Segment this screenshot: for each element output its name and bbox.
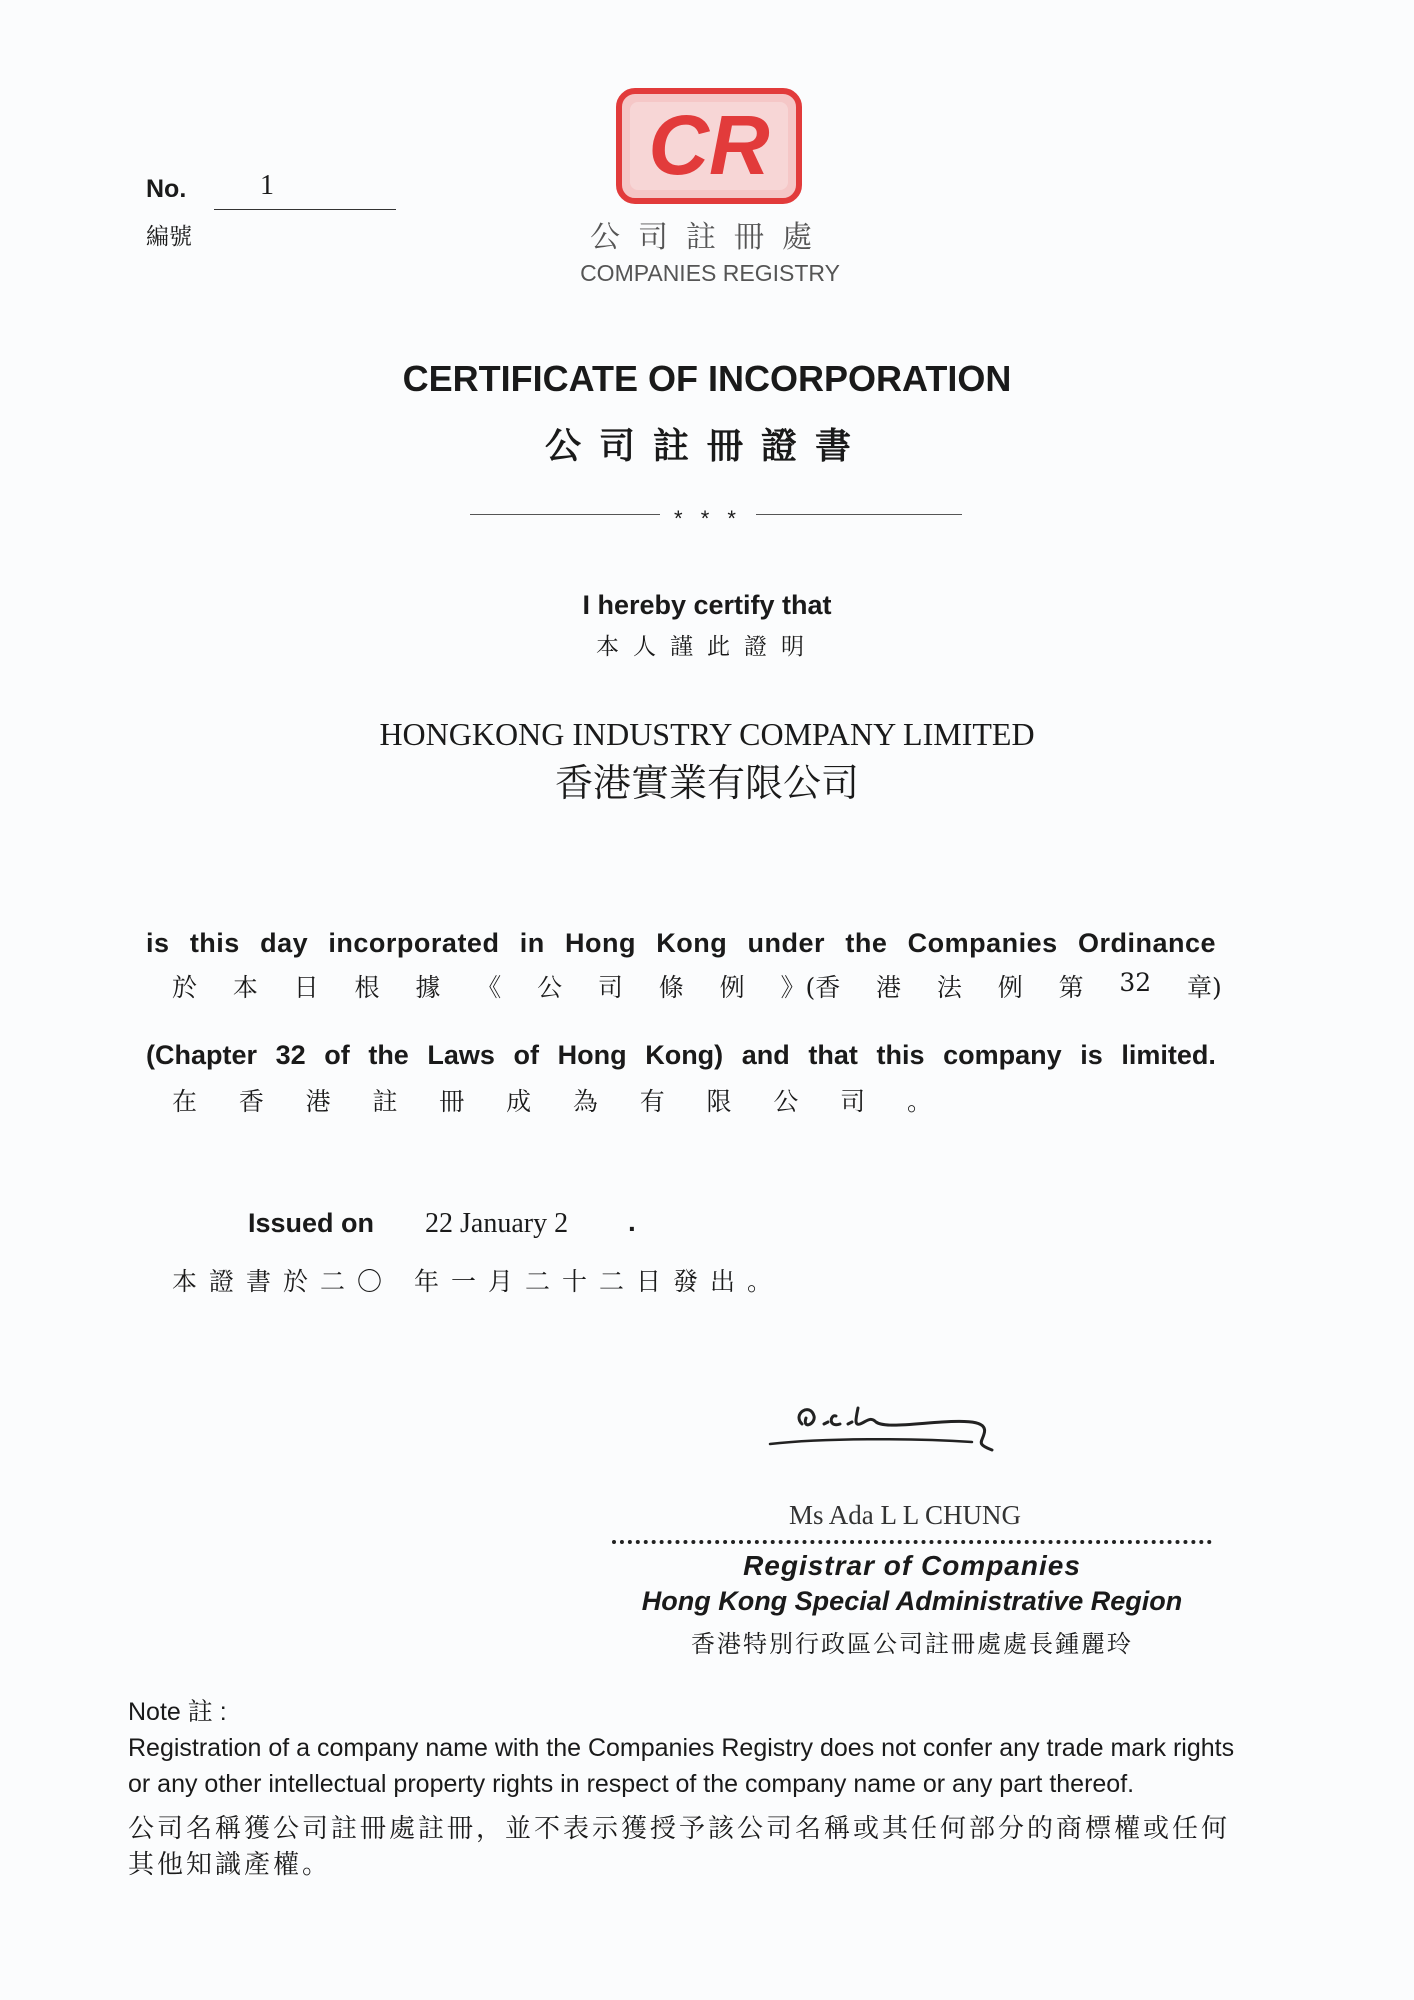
- word: and: [741, 1040, 790, 1070]
- incorporation-line-2-zh: [172, 1082, 932, 1118]
- char: 據: [415, 973, 441, 1002]
- registrar-name: Ms Ada L L CHUNG: [789, 1500, 1021, 1530]
- registrar-title-zh: 香港特別行政區公司註冊處處長鍾麗玲: [691, 1630, 1133, 1658]
- char: 限: [706, 1087, 732, 1116]
- word: limited.: [1121, 1040, 1216, 1070]
- char: 公: [773, 1087, 799, 1116]
- char: 香: [238, 1087, 264, 1116]
- companies-registry-logo: [616, 88, 802, 204]
- word: Laws: [427, 1040, 495, 1070]
- char: 港: [876, 973, 902, 1002]
- word: the: [368, 1040, 409, 1070]
- number-label: No.: [146, 175, 187, 203]
- char: 章): [1187, 973, 1222, 1002]
- incorporation-line-1: [146, 928, 1216, 959]
- char: 日: [293, 973, 319, 1002]
- char: 司: [840, 1087, 866, 1116]
- word: Hong: [557, 1040, 627, 1070]
- issued-on-label: Issued on: [248, 1208, 375, 1238]
- char: 《: [476, 973, 502, 1002]
- certify-statement-zh: 本人謹此證明: [596, 634, 818, 660]
- char: 例: [719, 973, 745, 1002]
- incorporation-line-2: [146, 1040, 1216, 1071]
- char: 冊: [439, 1087, 465, 1116]
- word: company: [943, 1040, 1062, 1070]
- word: Hong: [565, 928, 636, 958]
- char: 有: [639, 1087, 665, 1116]
- word: in: [519, 928, 545, 958]
- note-text-line-2: or any other intellectual property rights in respect of the company name or any part thereof.: [128, 1770, 1135, 1798]
- certificate-title-zh: 公司註冊證書: [544, 425, 869, 467]
- char: 》(香: [780, 973, 841, 1002]
- char: 條: [658, 973, 684, 1002]
- issue-date-period: .: [628, 1206, 636, 1237]
- char: 成: [506, 1087, 532, 1116]
- note-text-line-1: Registration of a company name with the Companies Registry does not confer any trade mark rights: [128, 1734, 1235, 1762]
- char: 公: [537, 973, 563, 1002]
- char: 例: [997, 973, 1023, 1002]
- word: of: [324, 1040, 350, 1070]
- issue-date-zh: 本證書於二〇 年一月二十二日發出。: [172, 1267, 784, 1296]
- registrar-region: Hong Kong Special Administrative Region: [641, 1586, 1183, 1616]
- company-name: HONGKONG INDUSTRY COMPANY LIMITED: [379, 716, 1035, 752]
- registrar-title: Registrar of Companies: [743, 1550, 1081, 1581]
- word: the: [845, 928, 888, 958]
- incorporation-line-1-zh: [172, 968, 1222, 1004]
- char: 。: [906, 1087, 932, 1116]
- certificate-title: CERTIFICATE OF INCORPORATION: [402, 358, 1012, 399]
- word: this: [189, 928, 240, 958]
- word: of: [513, 1040, 540, 1070]
- word: Kong): [645, 1040, 724, 1070]
- registrar-signature: [762, 1394, 1012, 1466]
- registry-name: COMPANIES REGISTRY: [580, 260, 840, 286]
- note-text-zh-line-1: 公司名稱獲公司註冊處註冊，並不表示獲授予該公司名稱或其任何部分的商標權或任何: [128, 1814, 1231, 1844]
- word: (Chapter: [146, 1040, 258, 1070]
- word: day: [260, 928, 309, 958]
- word: under: [747, 928, 826, 958]
- word: 32: [275, 1040, 306, 1070]
- word: is: [1080, 1040, 1103, 1070]
- char: 司: [597, 973, 623, 1002]
- word: is: [146, 928, 170, 958]
- divider-line-left: [470, 514, 660, 515]
- char: 為: [572, 1087, 598, 1116]
- char: 港: [305, 1087, 331, 1116]
- note-text-zh-line-2: 其他知識產權。: [128, 1850, 332, 1880]
- word: that: [808, 1040, 858, 1070]
- char: 根: [354, 973, 380, 1002]
- char: 本: [232, 973, 258, 1002]
- char: 第: [1058, 973, 1084, 1002]
- company-name-zh: 香港實業有限公司: [554, 763, 859, 805]
- certificate-number: 1: [214, 170, 396, 210]
- number-label-zh: 編號: [146, 224, 192, 250]
- divider-line-right: [756, 514, 962, 515]
- word: incorporated: [328, 928, 500, 958]
- char: 於: [172, 973, 198, 1002]
- char: 在: [172, 1087, 198, 1116]
- word: Companies: [907, 928, 1058, 958]
- issue-date: 22 January 2: [425, 1208, 569, 1239]
- certify-statement: I hereby certify that: [582, 590, 832, 620]
- char: 32: [1119, 968, 1152, 997]
- divider-stars: * * *: [674, 506, 742, 531]
- char: 註: [372, 1087, 398, 1116]
- logo-text: CR: [648, 98, 770, 192]
- word: this: [876, 1040, 925, 1070]
- registry-name-zh: 公司註冊處: [590, 220, 830, 255]
- word: Kong: [656, 928, 728, 958]
- word: Ordinance: [1077, 928, 1216, 958]
- signature-dotted-line: [612, 1540, 1212, 1544]
- note-label: Note 註 :: [128, 1698, 227, 1726]
- char: 法: [936, 973, 962, 1002]
